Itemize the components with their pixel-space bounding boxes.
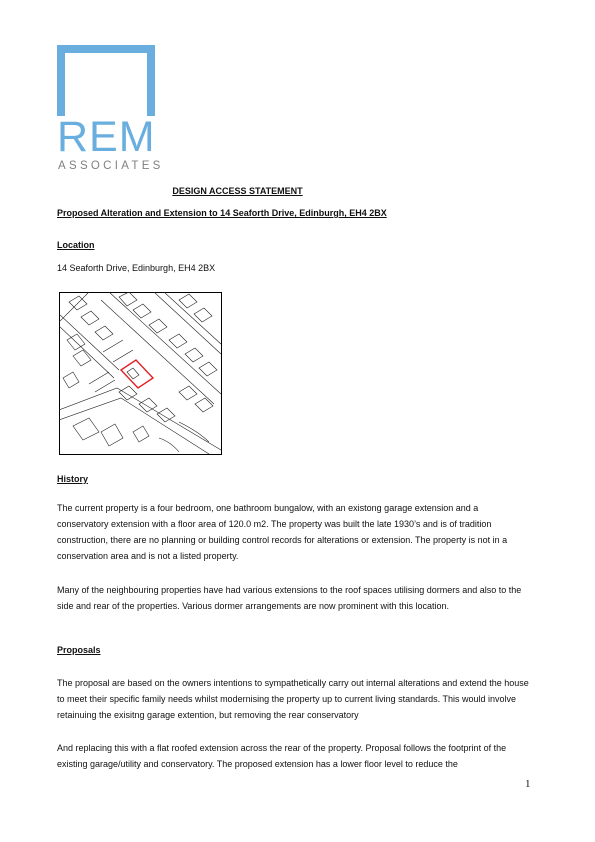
history-paragraph-1: The current property is a four bedroom, one bathroom bungalow, with an existong garage extension and a conservatory extension with a floor area of 120.0 m2. The property was built the late 1930’s and is of tradition construction, there are no planning or building control records for alterations or extension. The property is not in a conservation area and is not a listed property. [57, 503, 508, 561]
logo-text: REM [57, 113, 156, 161]
location-heading: Location [57, 240, 95, 250]
proposals-paragraph-2: And replacing this with a flat roofed extension across the rear of the property. Proposal follows the footprint of the existing garage/utility and conservatory. The proposed extension has a lower floor level to reduce the [57, 743, 507, 769]
document-title: DESIGN ACCESS STATEMENT [172, 186, 303, 196]
history-heading: History [57, 474, 89, 484]
site-location-map [59, 292, 222, 455]
page-number: 1 [525, 778, 531, 790]
proposals-paragraph-1: The proposal are based on the owners intentions to sympathetically carry out internal alterations and extend the house to meet their specific family needs whilst modernising the property up to current living standards. This would involve retainuing the exisitng garage extention, but removing the rear conservatory [57, 678, 529, 720]
logo-subtext: ASSOCIATES [58, 160, 164, 172]
site-map-image [59, 292, 222, 455]
document-subtitle: Proposed Alteration and Extension to 14 Seaforth Drive, Edinburgh, EH4 2BX [57, 208, 387, 218]
history-paragraph-2: Many of the neighbouring properties have had various extensions to the roof spaces utilising dormers and also to the side and rear of the properties. Various dormer arrangements are now prominent with this location. [57, 585, 522, 611]
proposals-heading: Proposals [57, 645, 101, 655]
location-address: 14 Seaforth Drive, Edinburgh, EH4 2BX [57, 263, 216, 273]
